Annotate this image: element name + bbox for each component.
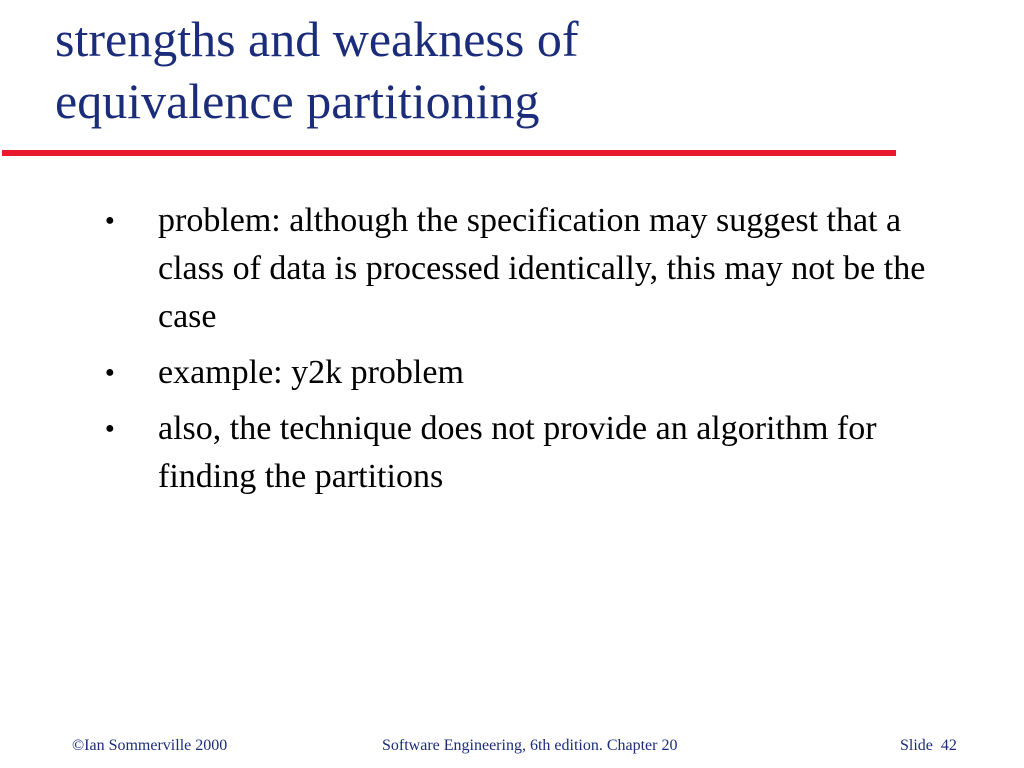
- footer-slide-number: 42: [940, 737, 957, 754]
- bullet-item: [105, 405, 965, 501]
- slide-title: [55, 8, 955, 132]
- footer-slide-label: Slide: [900, 737, 933, 754]
- bullet-dot-icon: ●: [105, 420, 115, 437]
- bullet-dot-icon: ●: [105, 212, 115, 229]
- bullet-text: also, the technique does not provide an algorithm for finding the partitions: [158, 410, 877, 495]
- slide-title-line: equivalence partitioning: [55, 73, 540, 129]
- bullet-text: problem: although the specification may suggest that a class of data is processed identically, this may not be the case: [158, 202, 926, 335]
- footer-book-title: Software Engineering, 6th edition. Chapter 20: [382, 737, 678, 754]
- bullet-item: [105, 349, 965, 397]
- bullet-dot-icon: ●: [105, 364, 115, 381]
- footer-slide-indicator: [900, 736, 957, 756]
- bullet-list: [105, 197, 965, 509]
- bullet-text: example: y2k problem: [158, 354, 464, 391]
- footer-copyright: ©Ian Sommerville 2000: [72, 737, 228, 754]
- bullet-item: [105, 197, 965, 341]
- title-underline-rule: [2, 150, 896, 156]
- slide-title-line: strengths and weakness of: [55, 11, 579, 67]
